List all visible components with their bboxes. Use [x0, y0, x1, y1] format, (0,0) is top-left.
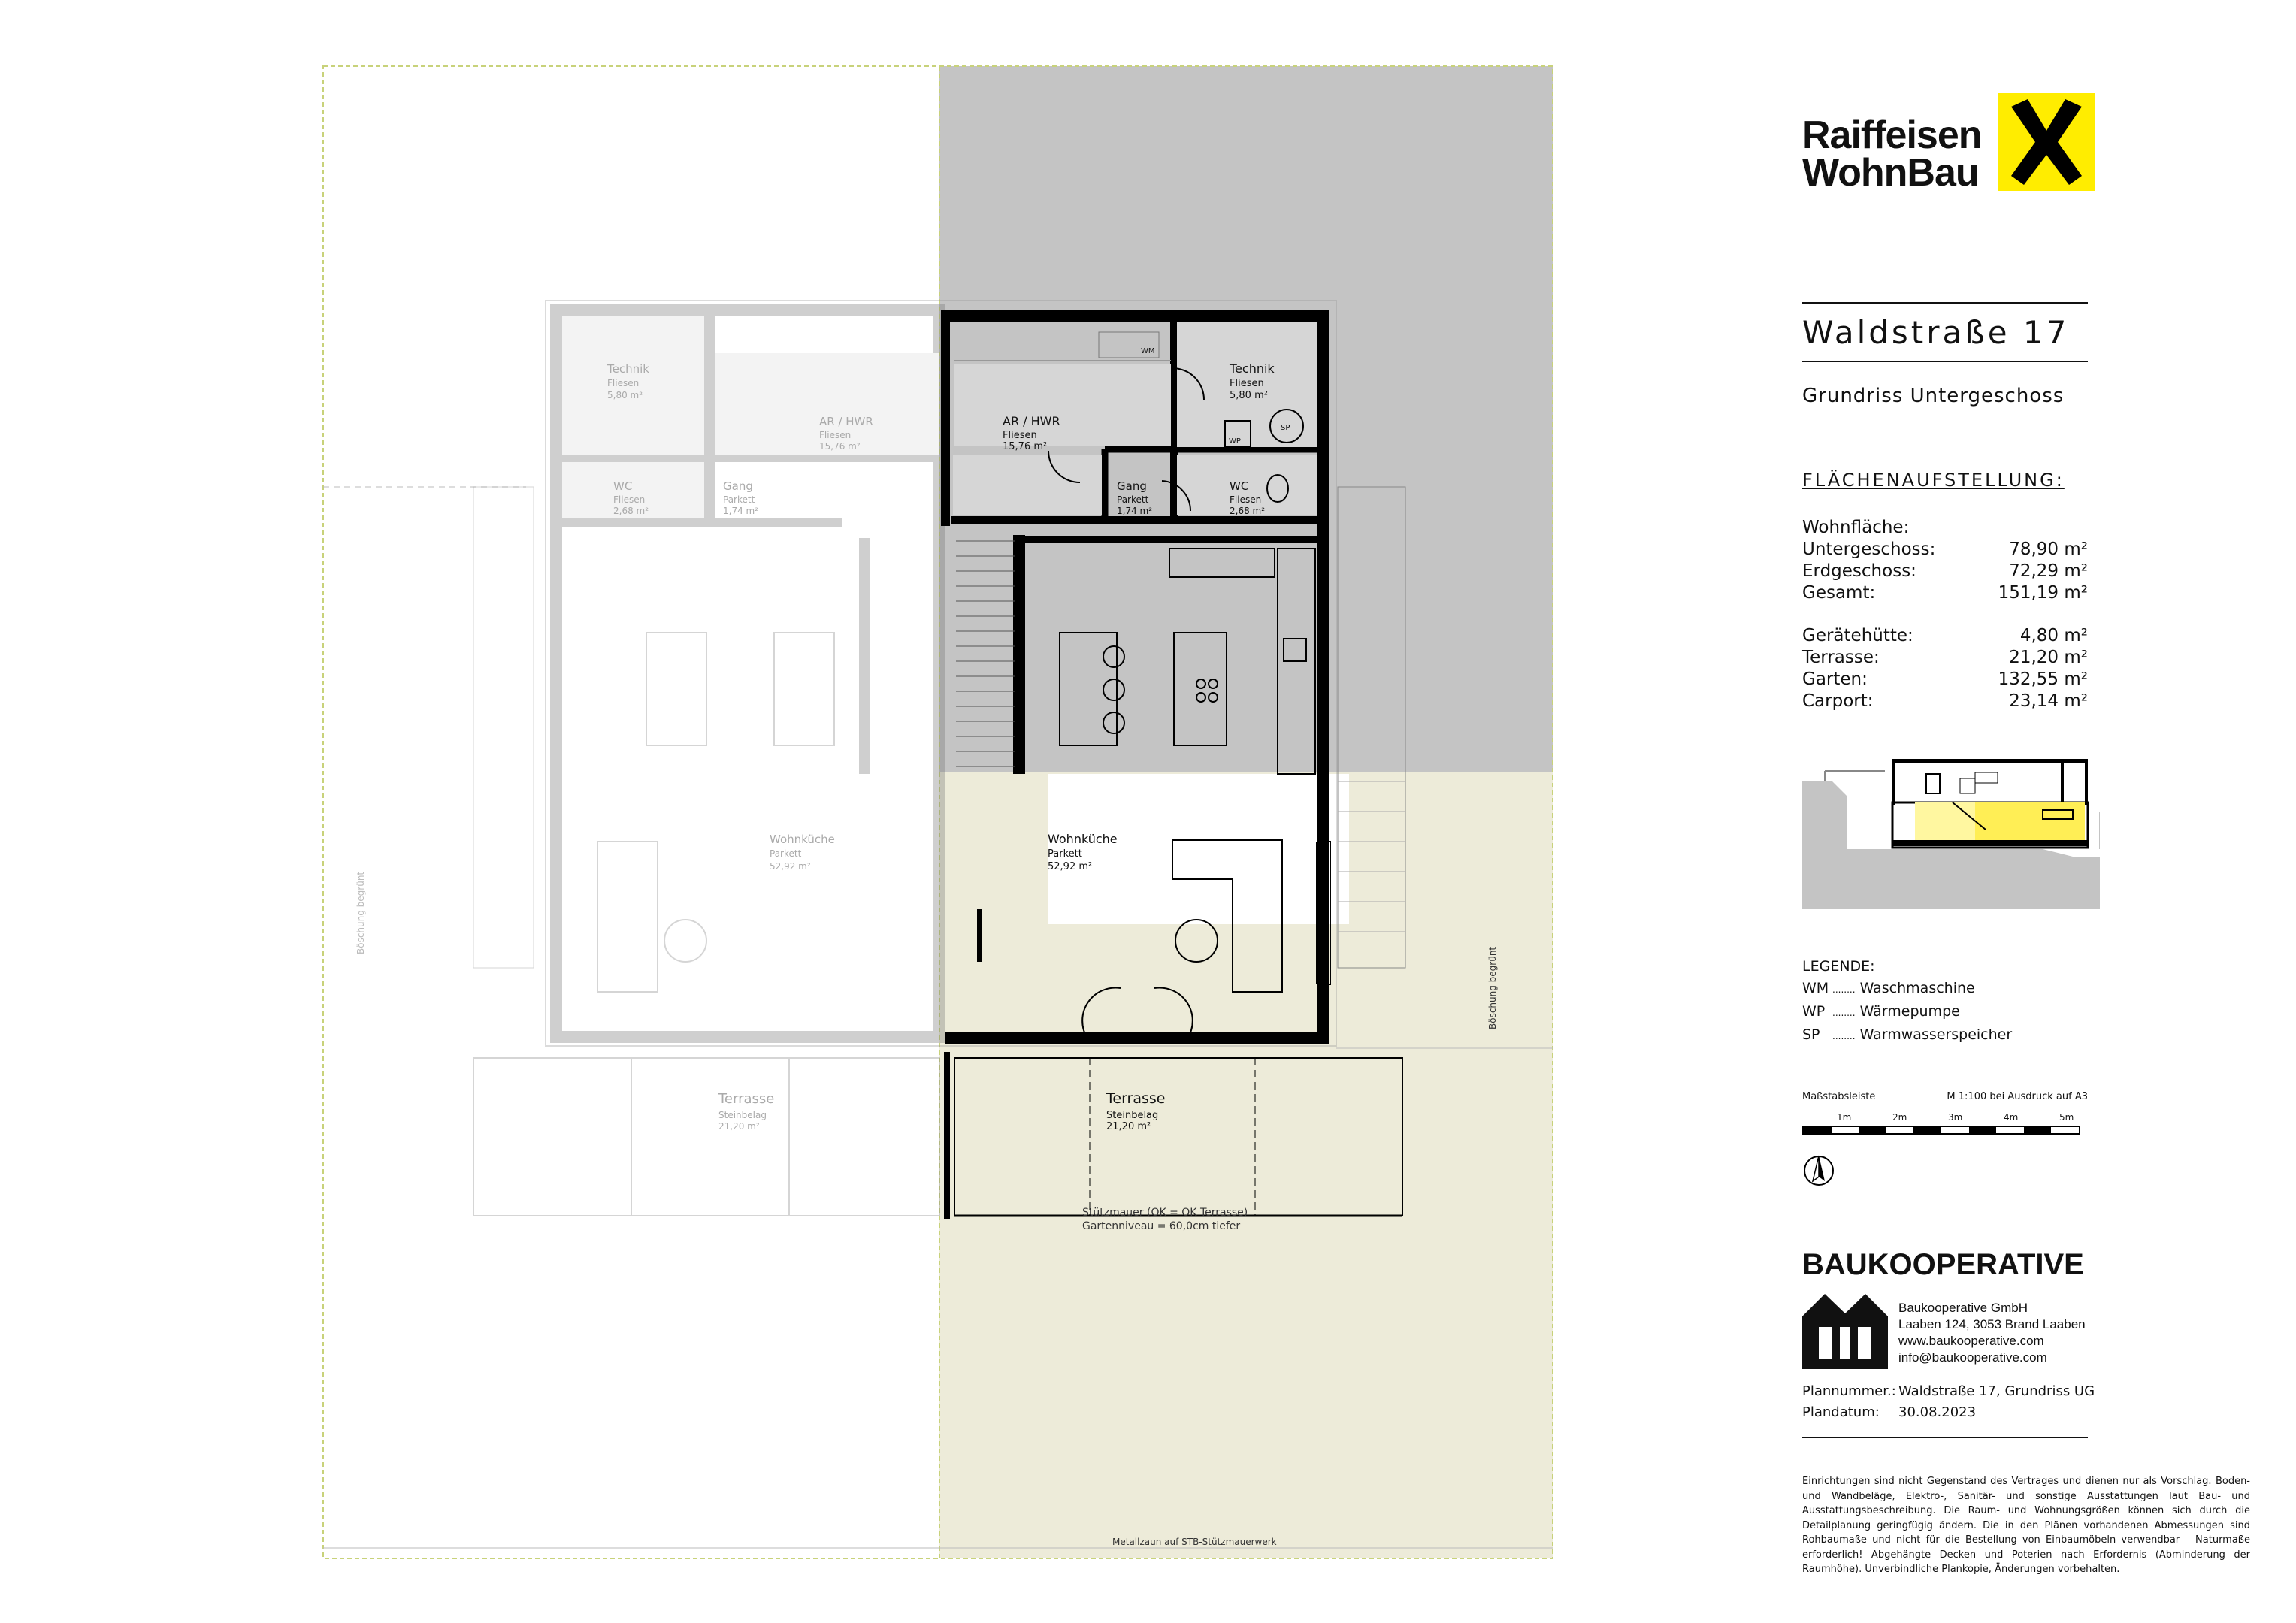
disclaimer-text: Einrichtungen sind nicht Gegenstand des Vertrages und dienen nur als Vorschlag. Boden- und Wandbeläge, Elektro-, Sanitär- und sonstige Ausstattungen laut Bau- und Ausstattungsbeschreibung. Die Raum- und Wohnungsgrößen können sich durch die Detailplanung geringfügig ändern. Die in den Plänen vorhandenen Abmessungen sind Rohbaumaße und nicht für die Bestellung von Einbaumöbeln verwendbar – Naturmaße erforderlich! Abgehängte Decken und Poterien nach Erfordernis (Abminderung der Raumhöhe). Unverbindliche Plankopie, Änderungen vorbehalten.: [1802, 1476, 2250, 1575]
area-row-value: 4,80: [2019, 626, 2059, 645]
left-room-wc-floor: Fliesen: [613, 494, 646, 505]
room-wc-name: WC: [1230, 479, 1249, 493]
legend-item: [1802, 978, 2103, 1001]
left-room-ar-hwr-floor: Fliesen: [819, 430, 852, 440]
area-row: [1802, 669, 2088, 691]
plannummer-label: Plannummer.:: [1802, 1383, 1896, 1399]
legend-dots: ........: [1832, 1031, 1856, 1041]
area-row-label: Garten:: [1802, 669, 1868, 689]
room-ar-hwr-area: 15,76 m²: [1003, 441, 1048, 452]
legend-text: Wärmepumpe: [1859, 1003, 1960, 1020]
scale-tick: 1m: [1837, 1112, 1852, 1123]
area-row-label: Carport:: [1802, 691, 1874, 711]
project-title: Waldstraße 17: [1802, 314, 2070, 351]
room-technik-name: Technik: [1230, 361, 1275, 376]
legend-item: [1802, 1024, 2103, 1047]
scale-bar-segments: [1802, 1126, 2080, 1135]
raiffeisen-logo: [1802, 93, 2095, 195]
left-room-gang-area: 1,74 m²: [723, 506, 759, 516]
left-room-technik-floor: Fliesen: [607, 378, 640, 388]
room-ar-hwr-floor: Fliesen: [1003, 430, 1037, 441]
baukooperative-name: BAUKOOPERATIVE: [1802, 1248, 2084, 1281]
area-row-unit: m²: [2064, 561, 2088, 581]
left-room-gang-name: Gang: [723, 479, 753, 493]
note-boeschung-right: Böschung begrünt: [1487, 946, 1498, 1029]
legend: [1802, 956, 2103, 1047]
plan-info: [1802, 1381, 2103, 1423]
area-row: [1802, 647, 2088, 669]
area-row-unit: m²: [2064, 583, 2088, 603]
scale-label: Maßstabsleiste: [1802, 1091, 1876, 1102]
legend-heading: LEGENDE:: [1802, 958, 1875, 975]
left-room-wc-name: WC: [613, 479, 633, 493]
legend-abbr: SP: [1802, 1026, 1820, 1043]
area-row-label: Terrasse:: [1802, 648, 1880, 667]
area-heading: FLÄCHENAUFSTELLUNG:: [1802, 470, 2065, 491]
area-row: [1802, 625, 2088, 647]
area-row-value: 23,14: [2009, 691, 2059, 711]
section-sketch: [1802, 736, 2100, 909]
scale-tick: 2m: [1892, 1112, 1907, 1123]
left-room-ar-hwr-area: 15,76 m²: [819, 441, 861, 452]
area-row: [1802, 561, 2088, 582]
note-metallzaun: Metallzaun auf STB-Stützmauerwerk: [1112, 1537, 1277, 1547]
room-gang-area: 1,74 m²: [1117, 506, 1153, 516]
room-wc-floor: Fliesen: [1230, 494, 1262, 505]
company-website-link[interactable]: www.baukooperative.com: [1898, 1334, 2044, 1348]
area-row: [1802, 582, 2088, 604]
note-boeschung-left: Böschung begrünt: [355, 871, 366, 954]
north-arrow-icon: [1802, 1151, 1835, 1189]
legend-text: Waschmaschine: [1859, 980, 1975, 996]
left-room-terrasse-name: Terrasse: [718, 1091, 775, 1107]
scale-tick: 3m: [1948, 1112, 1963, 1123]
area-row-value: 78,90: [2009, 539, 2059, 559]
area-row-value: 21,20: [2009, 648, 2059, 667]
legend-abbr: WP: [1802, 1003, 1826, 1020]
area-row-unit: m²: [2064, 648, 2088, 667]
plandatum-label: Plandatum:: [1802, 1404, 1880, 1420]
title-rule-bottom: [1802, 361, 2088, 362]
left-room-technik-name: Technik: [607, 362, 649, 376]
room-gang-floor: Parkett: [1117, 494, 1149, 505]
area-row: [1802, 691, 2088, 712]
area-row-unit: m²: [2064, 669, 2088, 689]
room-wohnkueche-name: Wohnküche: [1048, 832, 1118, 846]
company-address: Laaben 124, 3053 Brand Laaben: [1898, 1317, 2086, 1331]
area-row-unit: m²: [2064, 626, 2088, 645]
left-room-terrasse-floor: Steinbelag: [718, 1110, 767, 1120]
left-room-wc-area: 2,68 m²: [613, 506, 649, 516]
room-technik-area: 5,80 m²: [1230, 390, 1268, 401]
area-row-unit: m²: [2064, 691, 2088, 711]
raiffeisen-wordmark-line1: Raiffeisen: [1802, 113, 1982, 157]
room-technik-floor: Fliesen: [1230, 378, 1264, 389]
left-room-terrasse-area: 21,20 m²: [718, 1121, 760, 1132]
left-room-wohnkueche-name: Wohnküche: [770, 833, 835, 846]
room-wohnkueche-area: 52,92 m²: [1048, 861, 1093, 872]
project-subtitle: Grundriss Untergeschoss: [1802, 385, 2065, 407]
area-table: [1802, 517, 2088, 712]
scale-tick: 5m: [2059, 1112, 2074, 1123]
room-wc-area: 2,68 m²: [1230, 506, 1266, 516]
legend-text: Warmwasserspeicher: [1859, 1026, 2013, 1043]
area-row-label: Erdgeschoss:: [1802, 561, 1916, 581]
left-room-technik-area: 5,80 m²: [607, 390, 643, 400]
plandatum-value: 30.08.2023: [1898, 1404, 1977, 1420]
left-room-gang-floor: Parkett: [723, 494, 755, 505]
scale-tick: 4m: [2004, 1112, 2019, 1123]
company-name: Baukooperative GmbH: [1898, 1301, 2028, 1315]
room-terrasse-floor: Steinbelag: [1106, 1110, 1159, 1121]
room-terrasse-name: Terrasse: [1106, 1090, 1166, 1107]
note-stuetzmauer: Stützmauer (OK = OK Terrasse): [1082, 1207, 1248, 1219]
raiffeisen-gable-cross-icon: [1998, 93, 2095, 191]
area-row-value: 132,55: [1998, 669, 2059, 689]
legend-item: [1802, 1001, 2103, 1024]
room-terrasse-area: 21,20 m²: [1106, 1121, 1151, 1132]
title-rule-top: [1802, 302, 2088, 304]
wohnflaeche-label: Wohnfläche:: [1802, 518, 1910, 537]
area-row-value: 72,29: [2009, 561, 2059, 581]
company-email-link[interactable]: info@baukooperative.com: [1898, 1350, 2047, 1365]
fixture-sp-label: SP: [1281, 424, 1290, 432]
room-ar-hwr-name: AR / HWR: [1003, 414, 1060, 428]
left-room-wohnkueche-area: 52,92 m²: [770, 861, 811, 872]
plannummer-value: Waldstraße 17, Grundriss UG: [1898, 1383, 2095, 1399]
left-room-ar-hwr-name: AR / HWR: [819, 415, 873, 428]
legend-abbr: WM: [1802, 980, 1829, 996]
scale-bar: [1802, 1091, 2088, 1151]
left-room-wohnkueche-floor: Parkett: [770, 848, 802, 859]
room-wohnkueche-floor: Parkett: [1048, 848, 1082, 860]
plan-info-rule: [1802, 1437, 2088, 1438]
area-row-value: 151,19: [1998, 583, 2059, 603]
room-gang-name: Gang: [1117, 479, 1147, 493]
area-row-label: Gesamt:: [1802, 583, 1876, 603]
area-row-label: Gerätehütte:: [1802, 626, 1913, 645]
area-row-label: Untergeschoss:: [1802, 539, 1936, 559]
baukooperative-logo-icon: [1802, 1294, 1888, 1369]
baukooperative-contact: [1898, 1300, 2086, 1366]
legend-dots: ........: [1832, 1008, 1856, 1018]
area-row: [1802, 539, 2088, 561]
fixture-wp-label: WP: [1229, 437, 1241, 446]
raiffeisen-wordmark-line2: WohnBau: [1802, 151, 1979, 195]
legend-dots: ........: [1832, 984, 1856, 995]
note-gartenniveau: Gartenniveau = 60,0cm tiefer: [1082, 1220, 1241, 1232]
area-row-unit: m²: [2064, 539, 2088, 559]
fixture-wm-label: WM: [1141, 347, 1155, 355]
scale-note: M 1:100 bei Ausdruck auf A3: [1947, 1091, 2088, 1102]
